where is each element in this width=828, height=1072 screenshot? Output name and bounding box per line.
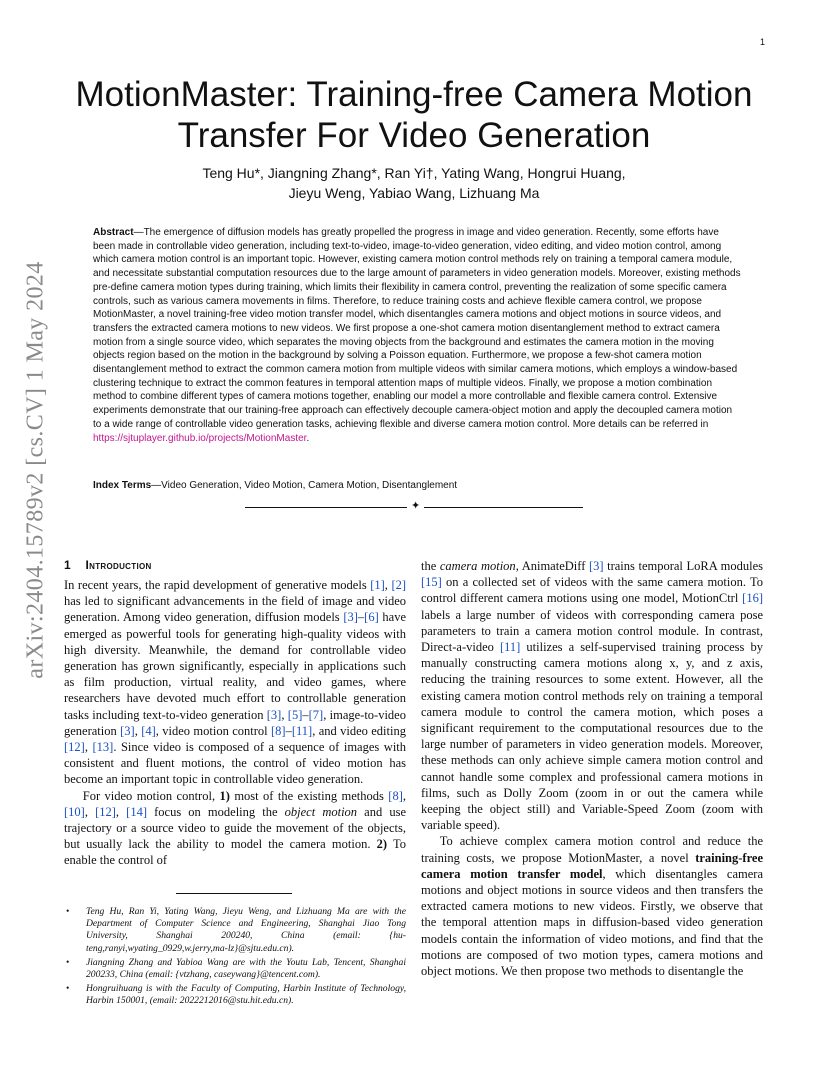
abstract-label: Abstract [93,227,134,238]
page-number: 1 [760,37,766,47]
italic-text: object motion [284,804,358,819]
citation-link[interactable]: [4] [141,723,156,738]
citation-link[interactable]: [12] [64,740,85,755]
citation-link[interactable]: [7] [308,707,324,722]
abstract-end: . [306,432,310,444]
footnote-item: • Jiangning Zhang and Yabioa Wang are with the Youtu Lab, Tencent, Shanghai 200233, China (email: {vtzhang, caseywang}@tencent.com). [64,957,406,981]
left-column [64,558,406,869]
author-line: Jieyu Weng, Yabiao Wang, Lizhuang Ma [288,185,540,202]
citation-link[interactable]: [1] [370,578,385,592]
italic-text: camera motion [439,559,516,573]
citation-link[interactable]: [11] [499,640,521,655]
title-line: MotionMaster: Training-free Camera Motion [75,75,753,114]
footnote-rule [176,893,292,894]
intro-paragraph-2: For video motion control, 1) most of the existing methods [8], [10], [12], [14] focus on modeling the object motion and use trajectory or a source video to guide the movement of the objects, but usually lack the ability to model the camera motion. 2) To enable the control of [64,788,406,868]
section-title: Introduction [85,558,152,572]
citation-link[interactable]: [12] [95,804,116,819]
citation-link[interactable]: [13] [92,740,114,755]
footnote-item: • Hongruihuang is with the Faculty of Computing, Harbin Institute of Technology, Harbin 150001, (email: 2022212016@stu.hit.edu.cn). [64,983,406,1007]
citation-link[interactable]: [3] [588,559,604,573]
citation-link[interactable]: [5] [287,707,303,722]
affiliation-footnotes [64,906,406,1010]
citation-link[interactable]: [3] [343,610,358,625]
section-number: 1 [64,558,71,572]
citation-link[interactable]: [6] [364,610,379,625]
section-heading [64,558,406,572]
divider-diamond-icon: ✦ [407,499,424,512]
author-line: Teng Hu*, Jiangning Zhang*, Ran Yi†, Yating Wang, Hongrui Huang, [202,165,626,181]
citation-link[interactable]: [14] [126,804,147,819]
bold-text: 2) [376,837,388,852]
citation-link[interactable]: [8] [388,788,403,803]
title-line: Transfer For Video Generation [177,116,651,156]
right-column [421,558,763,979]
citation-link[interactable]: [15] [421,575,442,590]
paper-title [60,74,768,157]
citation-link[interactable]: [2] [391,578,407,592]
bold-text: 1) [219,788,230,803]
intro-paragraph-4: To achieve complex camera motion control and reduce the training costs, we propose MotionMaster, a novel training-free camera motion transfer model, which disentangles camera motions and object motions in source videos and then transfers the extracted camera motions to new videos. Firstly, we observe that the temporal attention maps in diffusion-based video generation models contain the information of video motions, and find that the motions are composed of two motion types, camera motions and object motions. We then propose two methods to disentangle the [421,834,763,979]
author-list [60,163,768,204]
citation-link[interactable]: [3] [120,723,135,738]
citation-link[interactable]: [8] [271,723,286,738]
abstract-text: —The emergence of diffusion models has greatly propelled the progress in image and video generation. Recently, some efforts have been made in controllable video generation, including text-to-video, image-to-video generation, video editing, and video motion control, among which camera motion control is an important topic. However, existing camera motion control methods rely on training a temporal camera module, and necessitate substantial computation resources due to the large amount of parameters in video generation models. Moreover, existing methods pre-define camera motion types during training, which limits their flexibility in camera control, preventing the realization of some specific camera controls, such as various camera movements in films. Therefore, to reduce training costs and achieve flexible camera control, we propose MotionMaster, a novel training-free video motion transfer model, which disentangles camera motions and object motions in source videos, and transfers the extracted camera motions to new videos. We first propose a one-shot camera motion disentanglement method to extract camera motion from a single source video, which separates the moving objects from the background and estimates the camera motion in the moving objects region based on the motion in the background by solving a Poisson equation. Furthermore, we propose a few-shot camera motion disentanglement method to extract the common camera motion from multiple videos with similar camera motions, which employs a window-based clustering technique to extract the common features in temporal attention maps of multiple videos. Finally, we propose a motion combination method to combine different types of camera motions together, enabling our model a more controllable and flexible camera control. Extensive experiments demonstrate that our training-free approach can effectively decouple camera-object motion and apply the decoupled camera motion to a wide range of controllable video generation tasks, achieving flexible and diverse camera motion control. More details can be referred in [93,227,741,430]
index-terms [93,479,743,492]
arxiv-identifier: arXiv:2404.15789v2 [cs.CV] 1 May 2024 [22,261,49,679]
citation-link[interactable]: [10] [64,804,85,819]
intro-paragraph-3: the camera motion, AnimateDiff [3] trains temporal LoRA modules [15] on a collected set of videos with the same camera motion. To control different camera motions using one model, MotionCtrl [16] labels a large number of videos with corresponding camera pose parameters to train a camera motion control module. In contrast, Direct-a-video [11] utilizes a self-supervised training process by manually constructing camera motions along x, y, and z axis, reducing the training resources to some extent. However, all the existing camera motion control methods rely on training a temporal camera module to control the camera motion, which poses a significant requirement to the computational resources due to the large number of parameters in video generation models. Moreover, these methods can only achieve simple camera motion control and cannot handle some complex and professional camera motions in films, such as Dolly Zoom (zoom in or out the camera while keeping the object still) and Variable-Speed Zoom (zoom with variable speed). [421,559,764,833]
citation-link[interactable]: [3] [266,707,282,722]
footnote-item: • Teng Hu, Ran Yi, Yating Wang, Jieyu Weng, and Lizhuang Ma are with the Department of Computer Science and Engineering, Shanghai Jiao Tong University, Shanghai 200240, China (email: {hu-teng,ranyi,wyating_0929,w.jerry,ma-lz}@sjtu.edu.cn). [64,906,406,955]
project-link[interactable]: https://sjtuplayer.github.io/projects/MotionMaster [93,432,307,444]
bold-text: training-free camera motion transfer model [421,850,763,881]
index-terms-label: Index Terms [93,480,152,491]
arxiv-sidebar [0,0,60,1072]
citation-link[interactable]: [11] [291,723,313,738]
abstract [93,226,743,445]
citation-link[interactable]: [16] [742,591,763,606]
intro-paragraph-1: In recent years, the rapid development of generative models [1], [2] has led to significant advancements in the field of image and video generation. Among video generation, diffusion models [3]–[6] have emerged as powerful tools for generating high-quality videos with high diversity. Meanwhile, the demand for controllable video generation has grown significantly, especially in applications such as film production, virtual reality, and video games, where researchers have devoted much effort to controllable generation tasks including text-to-video generation [3], [5]–[7], image-to-video generation [3], [4], video motion control [8]–[11], and video editing [12], [13]. Since video is composed of a sequence of images with consistent and fluent motions, the control of video motion has become an important topic in controllable video generation. [64,578,407,787]
index-terms-text: —Video Generation, Video Motion, Camera Motion, Disentanglement [151,480,458,491]
section-divider [245,499,583,512]
